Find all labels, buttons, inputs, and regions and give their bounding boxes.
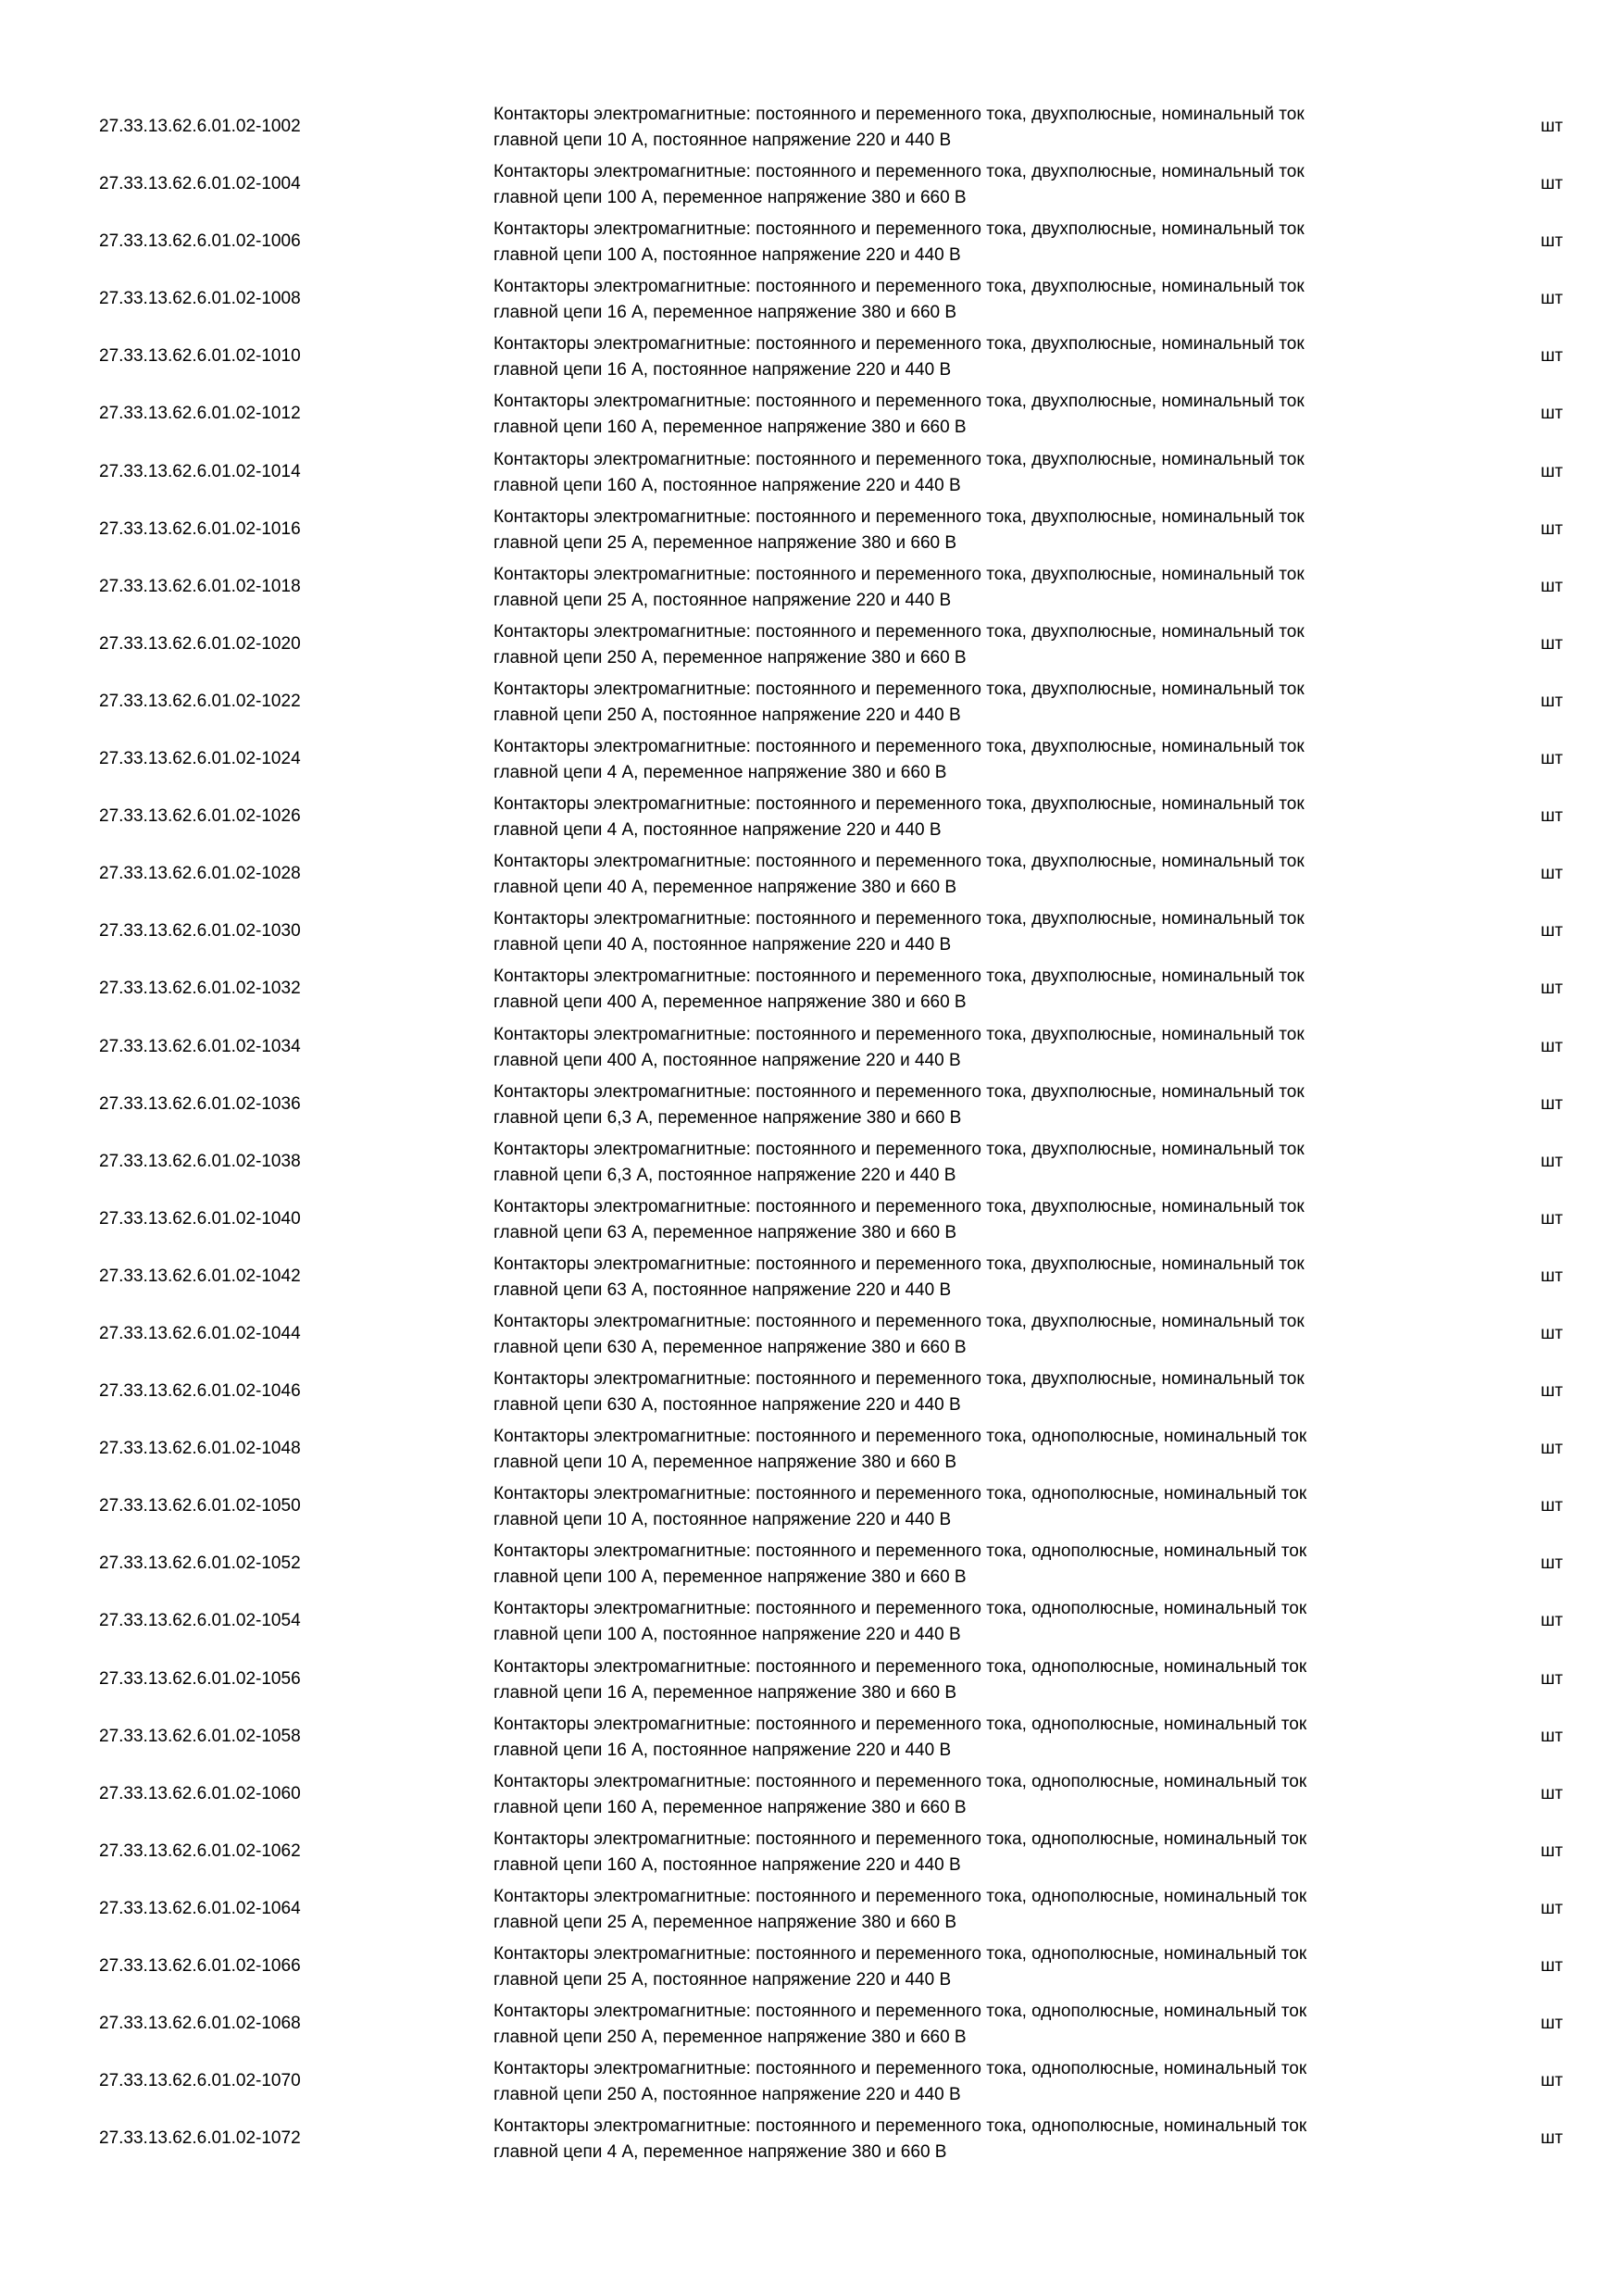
item-description (493, 2114, 1466, 2165)
item-code: 27.33.13.62.6.01.02-1072 (99, 2128, 301, 2149)
table-row (0, 501, 1624, 558)
item-description (493, 1827, 1466, 1878)
item-description-line-2: главной цепи 25 А, постоянное напряжение 220 и 440 В (493, 1970, 952, 1990)
item-description (493, 102, 1466, 154)
item-description-line-1: Контакторы электромагнитные: постоянного и переменного тока, однополюсные, номинальный ток (493, 1541, 1307, 1562)
table-row (0, 788, 1624, 845)
item-code: 27.33.13.62.6.01.02-1056 (99, 1668, 301, 1689)
table-row (0, 960, 1624, 1017)
item-description (493, 1539, 1466, 1591)
item-unit: шт (1541, 806, 1563, 827)
item-description-line-1: Контакторы электромагнитные: постоянного и переменного тока, двухполюсные, номинальный ток (493, 794, 1305, 815)
item-unit: шт (1541, 117, 1563, 136)
item-code: 27.33.13.62.6.01.02-1022 (99, 691, 301, 711)
table-row (0, 270, 1624, 328)
item-code: 27.33.13.62.6.01.02-1014 (99, 461, 301, 481)
item-description-line-2: главной цепи 630 А, постоянное напряжение 220 и 440 В (493, 1395, 961, 1416)
table-row (0, 1708, 1624, 1766)
item-unit: шт (1541, 461, 1563, 481)
item-description-line-1: Контакторы электромагнитные: постоянного и переменного тока, двухполюсные, номинальный ток (493, 1024, 1305, 1044)
item-unit: шт (1541, 1496, 1563, 1516)
item-unit: шт (1541, 921, 1563, 942)
item-description-line-2: главной цепи 16 А, переменное напряжение 380 и 660 В (493, 1682, 957, 1703)
item-description (493, 1309, 1466, 1361)
item-code: 27.33.13.62.6.01.02-1018 (99, 576, 301, 596)
item-description (493, 1712, 1466, 1764)
item-unit: шт (1541, 979, 1563, 999)
item-description-line-2: главной цепи 63 А, постоянное напряжение 220 и 440 В (493, 1279, 952, 1300)
table-row (0, 443, 1624, 501)
item-description-line-1: Контакторы электромагнитные: постоянного и переменного тока, однополюсные, номинальный ток (493, 1656, 1307, 1677)
item-code: 27.33.13.62.6.01.02-1054 (99, 1611, 301, 1631)
item-code: 27.33.13.62.6.01.02-1046 (99, 1381, 301, 1402)
item-description-line-1: Контакторы электромагнитные: постоянного и переменного тока, двухполюсные, номинальный ток (493, 105, 1305, 124)
item-description (493, 964, 1466, 1016)
item-description-line-1: Контакторы электромагнитные: постоянного и переменного тока, двухполюсные, номинальный ток (493, 1081, 1305, 1102)
item-code: 27.33.13.62.6.01.02-1028 (99, 864, 301, 884)
item-description (493, 1481, 1466, 1533)
item-unit: шт (1541, 691, 1563, 711)
item-code: 27.33.13.62.6.01.02-1042 (99, 1266, 301, 1286)
table-row (0, 213, 1624, 270)
item-unit: шт (1541, 633, 1563, 654)
item-description-line-2: главной цепи 25 А, постоянное напряжение 220 и 440 В (493, 590, 952, 610)
item-description-line-1: Контакторы электромагнитные: постоянного и переменного тока, двухполюсные, номинальный ток (493, 564, 1305, 584)
item-code: 27.33.13.62.6.01.02-1068 (99, 2014, 301, 2034)
item-description-line-1: Контакторы электромагнитные: постоянного и переменного тока, двухполюсные, номинальный ток (493, 449, 1305, 469)
table-row (0, 1076, 1624, 1133)
item-unit: шт (1541, 1841, 1563, 1861)
item-description-line-2: главной цепи 400 А, переменное напряжение 380 и 660 В (493, 992, 967, 1013)
item-unit: шт (1541, 1898, 1563, 1918)
item-description (493, 389, 1466, 441)
item-unit: шт (1541, 864, 1563, 884)
table-row (0, 730, 1624, 788)
item-description-line-1: Контакторы электромагнитные: постоянного и переменного тока, двухполюсные, номинальный ток (493, 219, 1305, 240)
table-row (0, 1478, 1624, 1535)
item-description (493, 1079, 1466, 1131)
item-description (493, 159, 1466, 211)
item-unit: шт (1541, 404, 1563, 424)
item-description-line-2: главной цепи 25 А, переменное напряжение 380 и 660 В (493, 532, 957, 553)
item-description-line-1: Контакторы электромагнитные: постоянного и переменного тока, однополюсные, номинальный ток (493, 1944, 1307, 1964)
item-description-line-2: главной цепи 630 А, переменное напряжение 380 и 660 В (493, 1337, 967, 1357)
item-code: 27.33.13.62.6.01.02-1020 (99, 633, 301, 654)
item-unit: шт (1541, 1266, 1563, 1286)
table-row (0, 1938, 1624, 1995)
item-description-line-2: главной цепи 16 А, переменное напряжение 380 и 660 В (493, 303, 957, 323)
item-code: 27.33.13.62.6.01.02-1050 (99, 1496, 301, 1516)
item-code: 27.33.13.62.6.01.02-1062 (99, 1841, 301, 1861)
item-unit: шт (1541, 1439, 1563, 1459)
table-row (0, 673, 1624, 730)
item-code: 27.33.13.62.6.01.02-1048 (99, 1439, 301, 1459)
item-description (493, 906, 1466, 958)
item-description-line-1: Контакторы электромагнитные: постоянного и переменного тока, двухполюсные, номинальный ток (493, 506, 1305, 527)
item-description-line-1: Контакторы электромагнитные: постоянного и переменного тока, двухполюсные, номинальный ток (493, 334, 1305, 355)
item-description (493, 1137, 1466, 1189)
item-code: 27.33.13.62.6.01.02-1060 (99, 1783, 301, 1803)
item-unit: шт (1541, 289, 1563, 309)
item-description-line-1: Контакторы электромагнитные: постоянного и переменного тока, однополюсные, номинальный ток (493, 2002, 1307, 2022)
table-row (0, 845, 1624, 903)
item-description (493, 1769, 1466, 1821)
item-description (493, 619, 1466, 671)
item-unit: шт (1541, 1668, 1563, 1689)
item-description (493, 2056, 1466, 2108)
item-code: 27.33.13.62.6.01.02-1040 (99, 1208, 301, 1229)
item-description-line-1: Контакторы электромагнитные: постоянного и переменного тока, двухполюсные, номинальный ток (493, 852, 1305, 872)
item-code: 27.33.13.62.6.01.02-1016 (99, 518, 301, 539)
item-description (493, 1654, 1466, 1706)
table-row (0, 1420, 1624, 1478)
item-description-line-2: главной цепи 100 А, постоянное напряжение 220 и 440 В (493, 245, 961, 266)
item-description-line-1: Контакторы электромагнитные: постоянного и переменного тока, двухполюсные, номинальный ток (493, 277, 1305, 297)
item-code: 27.33.13.62.6.01.02-1006 (99, 231, 301, 252)
item-unit: шт (1541, 1323, 1563, 1343)
item-description (493, 505, 1466, 556)
item-description-line-2: главной цепи 160 А, переменное напряжение 380 и 660 В (493, 1797, 967, 1817)
item-unit: шт (1541, 2128, 1563, 2149)
item-description (493, 734, 1466, 786)
table-row (0, 2053, 1624, 2110)
table-row (0, 1592, 1624, 1650)
table-row (0, 1363, 1624, 1420)
item-description (493, 1424, 1466, 1476)
item-description-line-1: Контакторы электромагнитные: постоянного и переменного тока, двухполюсные, номинальный ток (493, 621, 1305, 642)
item-unit: шт (1541, 231, 1563, 252)
table-row (0, 1766, 1624, 1823)
table-row (0, 1651, 1624, 1708)
item-description-line-2: главной цепи 16 А, постоянное напряжение 220 и 440 В (493, 360, 952, 381)
item-description (493, 217, 1466, 268)
item-description (493, 1884, 1466, 1936)
item-description (493, 447, 1466, 499)
item-description-line-1: Контакторы электромагнитные: постоянного и переменного тока, двухполюсные, номинальный ток (493, 1311, 1305, 1331)
item-description-line-1: Контакторы электромагнитные: постоянного и переменного тока, двухполюсные, номинальный ток (493, 1139, 1305, 1159)
item-unit: шт (1541, 1036, 1563, 1056)
item-description-line-1: Контакторы электромагнитные: постоянного и переменного тока, двухполюсные, номинальный ток (493, 967, 1305, 987)
table-row (0, 558, 1624, 616)
item-code: 27.33.13.62.6.01.02-1032 (99, 979, 301, 999)
item-description-line-2: главной цепи 4 А, переменное напряжение 380 и 660 В (493, 2142, 947, 2163)
table-row (0, 1535, 1624, 1592)
item-description (493, 792, 1466, 843)
item-description-line-2: главной цепи 25 А, переменное напряжение 380 и 660 В (493, 1912, 957, 1932)
item-unit: шт (1541, 749, 1563, 769)
item-description-line-2: главной цепи 40 А, переменное напряжение 380 и 660 В (493, 878, 957, 898)
item-unit: шт (1541, 1783, 1563, 1803)
item-description-line-2: главной цепи 6,3 А, постоянное напряжение 220 и 440 В (493, 1165, 956, 1185)
item-description-line-2: главной цепи 250 А, переменное напряжение 380 и 660 В (493, 2028, 967, 2048)
item-code: 27.33.13.62.6.01.02-1064 (99, 1898, 301, 1918)
item-description-line-2: главной цепи 4 А, постоянное напряжение 220 и 440 В (493, 820, 942, 841)
table-row (0, 1133, 1624, 1191)
item-description-line-2: главной цепи 100 А, переменное напряжение 380 и 660 В (493, 188, 967, 208)
table-row (0, 1995, 1624, 2053)
price-list-table (0, 98, 1624, 2167)
table-row (0, 385, 1624, 443)
item-code: 27.33.13.62.6.01.02-1070 (99, 2071, 301, 2091)
item-code: 27.33.13.62.6.01.02-1052 (99, 1554, 301, 1574)
item-unit: шт (1541, 174, 1563, 194)
item-description-line-2: главной цепи 10 А, переменное напряжение 380 и 660 В (493, 1453, 957, 1473)
item-code: 27.33.13.62.6.01.02-1004 (99, 174, 301, 194)
item-description-line-1: Контакторы электромагнитные: постоянного и переменного тока, однополюсные, номинальный ток (493, 1828, 1307, 1849)
item-unit: шт (1541, 1381, 1563, 1402)
item-code: 27.33.13.62.6.01.02-1012 (99, 404, 301, 424)
item-code: 27.33.13.62.6.01.02-1010 (99, 346, 301, 367)
item-description-line-2: главной цепи 100 А, постоянное напряжение 220 и 440 В (493, 1625, 961, 1645)
table-row (0, 616, 1624, 673)
item-description-line-1: Контакторы электромагнитные: постоянного и переменного тока, двухполюсные, номинальный ток (493, 392, 1305, 412)
item-unit: шт (1541, 1726, 1563, 1746)
item-description-line-1: Контакторы электромагнитные: постоянного и переменного тока, двухполюсные, номинальный ток (493, 1254, 1305, 1274)
item-unit: шт (1541, 1554, 1563, 1574)
table-row (0, 328, 1624, 385)
table-row (0, 156, 1624, 213)
item-unit: шт (1541, 518, 1563, 539)
item-description-line-1: Контакторы электромагнитные: постоянного и переменного тока, двухполюсные, номинальный ток (493, 1369, 1305, 1390)
item-description-line-1: Контакторы электромагнитные: постоянного и переменного тока, двухполюсные, номинальный ток (493, 162, 1305, 182)
item-description-line-1: Контакторы электромагнитные: постоянного и переменного тока, однополюсные, номинальный ток (493, 1771, 1307, 1791)
table-row (0, 1191, 1624, 1248)
item-description-line-1: Контакторы электромагнитные: постоянного и переменного тока, однополюсные, номинальный ток (493, 2059, 1307, 2079)
item-description-line-2: главной цепи 250 А, переменное напряжение 380 и 660 В (493, 647, 967, 668)
item-description-line-2: главной цепи 10 А, постоянное напряжение 220 и 440 В (493, 131, 952, 150)
item-code: 27.33.13.62.6.01.02-1058 (99, 1726, 301, 1746)
item-description (493, 1022, 1466, 1074)
item-description-line-1: Контакторы электромагнитные: постоянного и переменного тока, однополюсные, номинальный ток (493, 1484, 1307, 1504)
item-description-line-1: Контакторы электромагнитные: постоянного и переменного тока, однополюсные, номинальный ток (493, 1714, 1307, 1734)
item-description-line-1: Контакторы электромагнитные: постоянного и переменного тока, двухполюсные, номинальный ток (493, 1196, 1305, 1217)
table-row (0, 1248, 1624, 1305)
table-row (0, 1880, 1624, 1938)
item-description (493, 1999, 1466, 2051)
item-code: 27.33.13.62.6.01.02-1038 (99, 1151, 301, 1171)
item-unit: шт (1541, 2071, 1563, 2091)
table-row (0, 2110, 1624, 2167)
item-description-line-2: главной цепи 160 А, переменное напряжение 380 и 660 В (493, 418, 967, 438)
item-unit: шт (1541, 1093, 1563, 1114)
item-description (493, 1366, 1466, 1418)
item-unit: шт (1541, 1151, 1563, 1171)
item-description (493, 1596, 1466, 1648)
item-unit: шт (1541, 2014, 1563, 2034)
item-description (493, 331, 1466, 383)
table-row (0, 903, 1624, 960)
item-description-line-2: главной цепи 63 А, переменное напряжение 380 и 660 В (493, 1222, 957, 1242)
item-description-line-1: Контакторы электромагнитные: постоянного и переменного тока, однополюсные, номинальный ток (493, 1427, 1307, 1447)
item-code: 27.33.13.62.6.01.02-1036 (99, 1093, 301, 1114)
item-description-line-1: Контакторы электромагнитные: постоянного и переменного тока, двухполюсные, номинальный ток (493, 737, 1305, 757)
item-code: 27.33.13.62.6.01.02-1066 (99, 1956, 301, 1976)
item-description-line-2: главной цепи 250 А, постоянное напряжение 220 и 440 В (493, 2085, 961, 2105)
table-row (0, 1018, 1624, 1076)
item-description-line-2: главной цепи 16 А, постоянное напряжение 220 и 440 В (493, 1740, 952, 1760)
item-description-line-1: Контакторы электромагнитные: постоянного и переменного тока, двухполюсные, номинальный ток (493, 679, 1305, 699)
item-description-line-2: главной цепи 250 А, постоянное напряжение 220 и 440 В (493, 705, 961, 725)
item-unit: шт (1541, 576, 1563, 596)
item-description (493, 562, 1466, 614)
item-unit: шт (1541, 1956, 1563, 1976)
item-code: 27.33.13.62.6.01.02-1044 (99, 1323, 301, 1343)
item-description-line-2: главной цепи 6,3 А, переменное напряжение 380 и 660 В (493, 1107, 962, 1128)
item-description-line-1: Контакторы электромагнитные: постоянного и переменного тока, однополюсные, номинальный ток (493, 2116, 1307, 2137)
item-unit: шт (1541, 1208, 1563, 1229)
item-description-line-2: главной цепи 40 А, постоянное напряжение 220 и 440 В (493, 935, 952, 955)
item-description-line-1: Контакторы электромагнитные: постоянного и переменного тока, однополюсные, номинальный ток (493, 1599, 1307, 1619)
item-description-line-2: главной цепи 100 А, переменное напряжение 380 и 660 В (493, 1567, 967, 1588)
table-row (0, 98, 1624, 156)
item-description (493, 274, 1466, 326)
item-description (493, 1194, 1466, 1246)
item-description (493, 1941, 1466, 1993)
item-code: 27.33.13.62.6.01.02-1026 (99, 806, 301, 827)
item-code: 27.33.13.62.6.01.02-1034 (99, 1036, 301, 1056)
item-description-line-1: Контакторы электромагнитные: постоянного и переменного тока, двухполюсные, номинальный ток (493, 909, 1305, 930)
item-unit: шт (1541, 346, 1563, 367)
item-description (493, 849, 1466, 901)
item-description-line-1: Контакторы электромагнитные: постоянного и переменного тока, однополюсные, номинальный ток (493, 1886, 1307, 1906)
item-description-line-2: главной цепи 160 А, постоянное напряжение 220 и 440 В (493, 475, 961, 495)
item-description-line-2: главной цепи 4 А, переменное напряжение 380 и 660 В (493, 763, 947, 783)
item-description-line-2: главной цепи 10 А, постоянное напряжение 220 и 440 В (493, 1510, 952, 1530)
item-description-line-2: главной цепи 160 А, постоянное напряжение 220 и 440 В (493, 1854, 961, 1875)
table-row (0, 1305, 1624, 1363)
item-description-line-2: главной цепи 400 А, постоянное напряжение 220 и 440 В (493, 1050, 961, 1070)
item-unit: шт (1541, 1611, 1563, 1631)
item-code: 27.33.13.62.6.01.02-1030 (99, 921, 301, 942)
item-code: 27.33.13.62.6.01.02-1002 (99, 117, 301, 136)
table-row (0, 1823, 1624, 1880)
item-code: 27.33.13.62.6.01.02-1024 (99, 749, 301, 769)
item-code: 27.33.13.62.6.01.02-1008 (99, 289, 301, 309)
item-description (493, 1252, 1466, 1304)
item-description (493, 677, 1466, 729)
